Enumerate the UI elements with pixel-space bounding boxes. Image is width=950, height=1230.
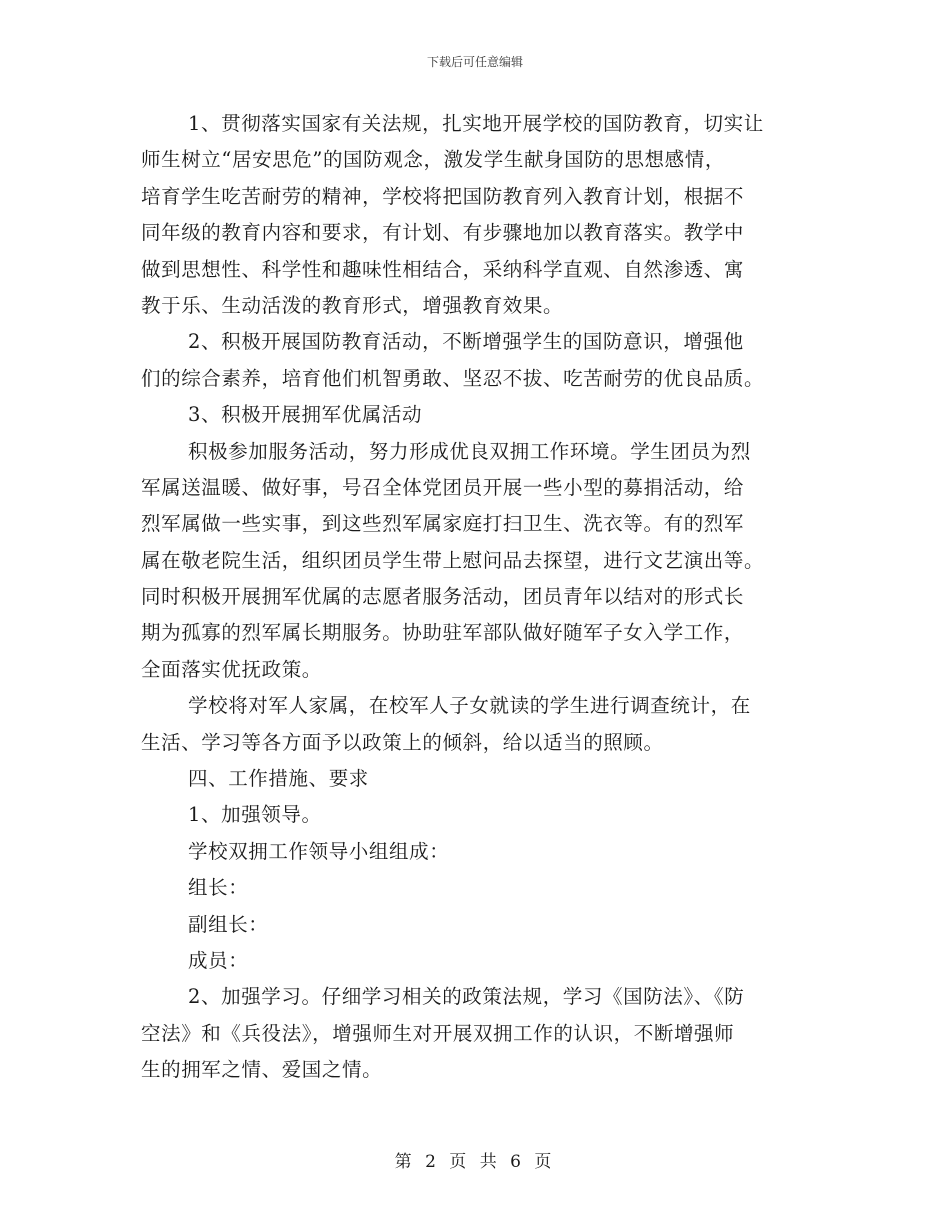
body-line: 做到思想性、科学性和趣味性相结合，采纳科学直观、自然渗透、寓 bbox=[141, 257, 745, 281]
body-line: 烈军属做一些实事，到这些烈军属家庭打扫卫生、洗衣等。有的烈军 bbox=[141, 512, 745, 536]
body-line: 3、积极开展拥军优属活动 bbox=[188, 403, 423, 427]
body-line: 师生树立“居安思危”的国防观念，激发学生献身国防的思想感情， bbox=[141, 148, 725, 172]
body-line: 军属送温暖、做好事，号召全体党团员开展一些小型的募捐活动，给 bbox=[141, 475, 745, 499]
body-line: 组长： bbox=[188, 876, 249, 900]
body-line: 同时积极开展拥军优属的志愿者服务活动，团员青年以结对的形式长 bbox=[141, 585, 745, 609]
body-line: 全面落实优抚政策。 bbox=[141, 657, 322, 681]
body-line: 培育学生吃苦耐劳的精神，学校将把国防教育列入教育计划，根据不 bbox=[141, 184, 745, 208]
body-line: 期为孤寡的烈军属长期服务。协助驻军部队做好随军子女入学工作， bbox=[141, 621, 745, 645]
body-line: 成员： bbox=[188, 948, 249, 972]
body-line: 积极参加服务活动，努力形成优良双拥工作环境。学生团员为烈 bbox=[188, 439, 751, 463]
page-header-note: 下载后可任意编辑 bbox=[426, 55, 523, 69]
body-line: 空法》和《兵役法》，增强师生对开展双拥工作的认识，不断增强师 bbox=[141, 1021, 735, 1045]
body-line: 生的拥军之情、爱国之情。 bbox=[141, 1058, 383, 1082]
body-line: 们的综合素养，培育他们机智勇敢、坚忍不拔、吃苦耐劳的优良品质。 bbox=[141, 366, 765, 390]
body-line: 1、加强领导。 bbox=[188, 803, 322, 827]
body-line: 2、加强学习。仔细学习相关的政策法规，学习《国防法》、《防 bbox=[188, 985, 745, 1009]
body-line: 2、积极开展国防教育活动，不断增强学生的国防意识，增强他 bbox=[188, 330, 744, 354]
body-line: 1、贯彻落实国家有关法规，扎实地开展学校的国防教育，切实让 bbox=[188, 112, 764, 135]
body-line: 同年级的教育内容和要求，有计划、有步骤地加以教育落实。教学中 bbox=[141, 221, 745, 245]
section-heading: 四、工作措施、要求 bbox=[188, 767, 369, 791]
body-line: 属在敬老院生活，组织团员学生带上慰问品去探望，进行文艺演出等。 bbox=[141, 548, 765, 572]
body-line: 教于乐、生动活泼的教育形式，增强教育效果。 bbox=[141, 293, 564, 317]
body-line: 副组长： bbox=[188, 912, 269, 936]
body-line: 学校双拥工作领导小组组成： bbox=[188, 839, 450, 863]
body-line: 学校将对军人家属，在校军人子女就读的学生进行调查统计，在 bbox=[188, 694, 751, 718]
document-body bbox=[141, 106, 821, 1089]
page-number: 第 2 页 共 6 页 bbox=[394, 1152, 556, 1172]
body-line: 生活、学习等各方面予以政策上的倾斜，给以适当的照顾。 bbox=[141, 730, 664, 754]
